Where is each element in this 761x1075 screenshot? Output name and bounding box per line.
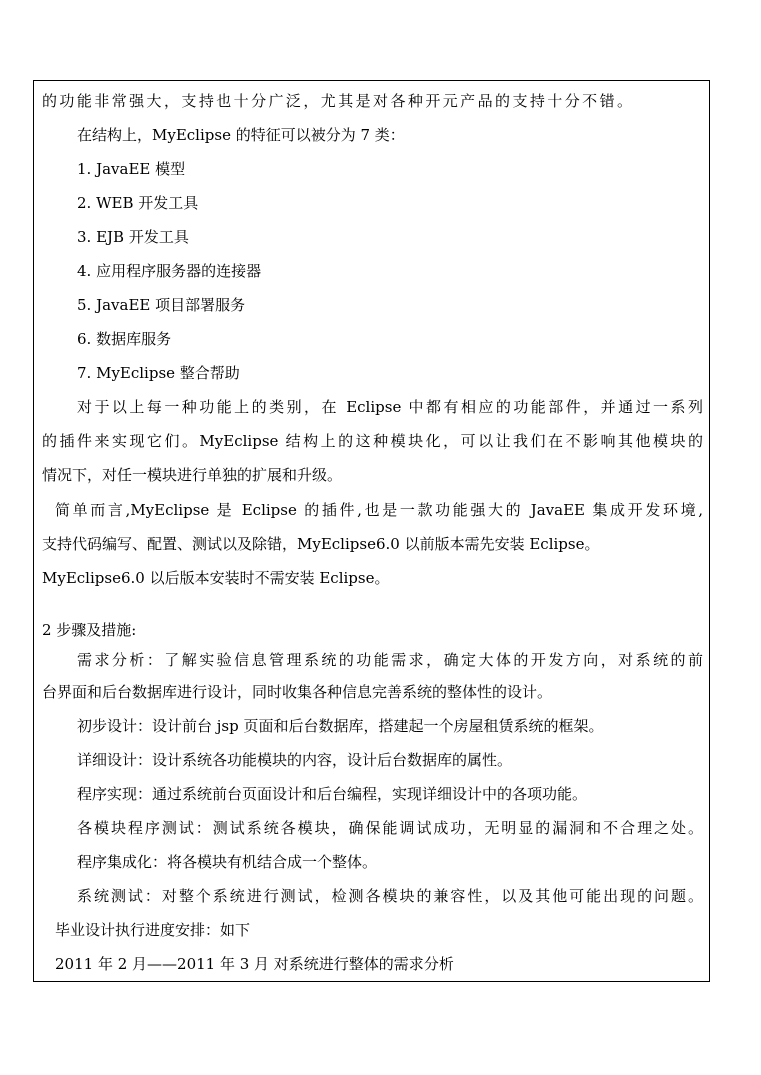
feature-item-3: 3. EJB 开发工具 <box>77 228 189 246</box>
step-preliminary-design: 初步设计：设计前台 jsp 页面和后台数据库，搭建起一个房屋租赁系统的框架。 <box>77 717 604 735</box>
paragraph-modules-line-3: 情况下，对任一模块进行单独的扩展和升级。 <box>42 466 343 484</box>
intro-line-2: 在结构上，MyEclipse 的特征可以被分为 7 类： <box>77 126 405 144</box>
step-implementation: 程序实现：通过系统前台页面设计和后台编程，实现详细设计中的各项功能。 <box>77 785 588 803</box>
paragraph-summary-line-1: 简单而言,MyEclipse 是 Eclipse 的插件,也是一款功能强大的 JavaEE 集成开发环境, <box>55 501 703 519</box>
document-frame <box>33 80 710 982</box>
feature-item-4: 4. 应用程序服务器的连接器 <box>77 262 262 280</box>
step-integration: 程序集成化：将各模块有机结合成一个整体。 <box>77 853 378 871</box>
paragraph-summary-line-3: MyEclipse6.0 以后版本安装时不需安装 Eclipse。 <box>42 569 390 587</box>
paragraph-modules-line-2: 的插件来实现它们。MyEclipse 结构上的这种模块化，可以让我们在不影响其他模块的 <box>42 432 703 450</box>
schedule-item: 2011 年 2 月——2011 年 3 月 对系统进行整体的需求分析 <box>55 955 454 973</box>
step-system-testing: 系统测试：对整个系统进行测试，检测各模块的兼容性，以及其他可能出现的问题。 <box>77 887 703 905</box>
schedule-title: 毕业设计执行进度安排：如下 <box>55 921 251 939</box>
section-heading-steps: 2 步骤及措施: <box>42 621 137 639</box>
paragraph-modules-line-1: 对于以上每一种功能上的类别，在 Eclipse 中都有相应的功能部件，并通过一系列 <box>77 398 703 416</box>
feature-item-6: 6. 数据库服务 <box>77 330 172 348</box>
step-detailed-design: 详细设计：设计系统各功能模块的内容，设计后台数据库的属性。 <box>77 751 513 769</box>
feature-item-1: 1. JavaEE 模型 <box>77 160 186 178</box>
feature-item-7: 7. MyEclipse 整合帮助 <box>77 364 240 382</box>
paragraph-summary-line-2: 支持代码编写、配置、测试以及除错，MyEclipse6.0 以前版本需先安装 Eclipse。 <box>42 535 600 553</box>
feature-item-2: 2. WEB 开发工具 <box>77 194 199 212</box>
feature-item-5: 5. JavaEE 项目部署服务 <box>77 296 246 314</box>
intro-line-1: 的功能非常强大，支持也十分广泛，尤其是对各种开元产品的支持十分不错。 <box>42 92 632 110</box>
step-requirements-line-2: 台界面和后台数据库进行设计，同时收集各种信息完善系统的整体性的设计。 <box>42 683 553 701</box>
step-requirements-line-1: 需求分析：了解实验信息管理系统的功能需求，确定大体的开发方向，对系统的前 <box>77 651 703 669</box>
step-module-testing: 各模块程序测试：测试系统各模块，确保能调试成功，无明显的漏洞和不合理之处。 <box>77 819 703 837</box>
